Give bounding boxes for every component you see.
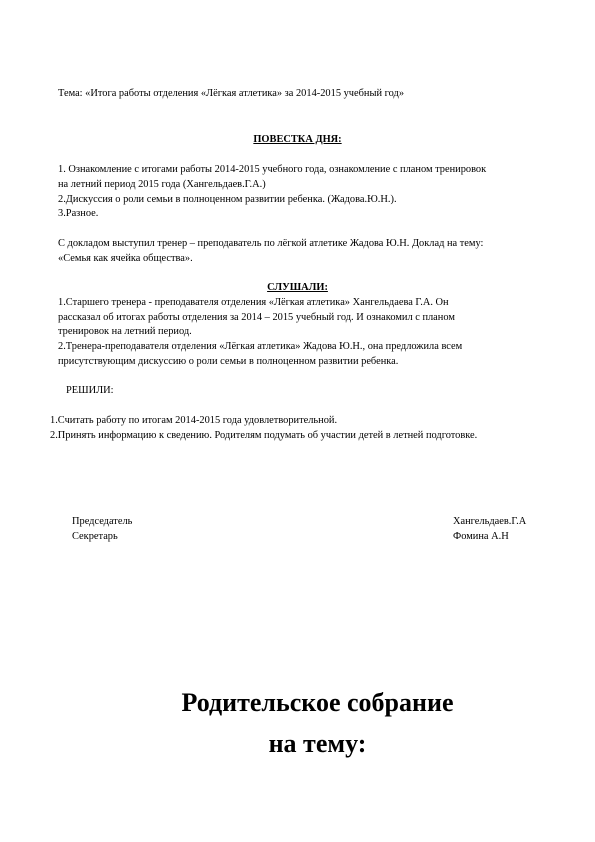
decided-heading: РЕШИЛИ:: [66, 385, 114, 396]
agenda-line: на летний период 2015 года (Хангельдаев.Г.А.): [58, 179, 266, 190]
decided-line: 2.Принять информацию к сведению. Родителям подумать об участии детей в летней подготовке.: [50, 430, 478, 441]
chair-label: Председатель: [72, 516, 133, 527]
secretary-name: Фомина А.Н: [453, 531, 509, 542]
topic-line: Тема: «Итога работы отделения «Лёгкая атлетика» за 2014-2015 учебный год»: [58, 88, 405, 99]
agenda-line: 1. Ознакомление с итогами работы 2014-2015 учебного года, ознакомление с планом тренировок: [58, 164, 487, 175]
report-line: «Семья как ячейка общества».: [58, 253, 193, 264]
decided-line: 1.Считать работу по итогам 2014-2015 года удовлетворительной.: [50, 415, 338, 426]
heard-line: 2.Тренера-преподавателя отделения «Лёгкая атлетика» Жадова Ю.Н., она предложила всем: [58, 341, 463, 352]
heard-line: тренировок на летний период.: [58, 326, 192, 337]
heard-line: рассказал об итогах работы отделения за 2014 – 2015 учебный год. И ознакомил с планом: [58, 312, 455, 323]
secretary-label: Секретарь: [72, 531, 118, 542]
meeting-title-subline: на тему:: [268, 729, 367, 758]
agenda-heading: ПОВЕСТКА ДНЯ:: [253, 134, 342, 145]
agenda-line: 2.Дискуссия о роли семьи в полноценном развитии ребенка. (Жадова.Ю.Н.).: [58, 194, 397, 205]
meeting-title: Родительское собрание: [181, 688, 454, 717]
agenda-line: 3.Разное.: [58, 208, 99, 219]
heard-line: присутствующим дискуссию о роли семьи в полноценном развитии ребенка.: [58, 356, 399, 367]
report-line: С докладом выступил тренер – преподаватель по лёгкой атлетике Жадова Ю.Н. Доклад на тему:: [58, 238, 484, 249]
heard-line: 1.Старшего тренера - преподавателя отделения «Лёгкая атлетика» Хангельдаева Г.А. Он: [58, 297, 449, 308]
chair-name: Хангельдаев.Г.А: [453, 516, 527, 527]
heard-heading: СЛУШАЛИ:: [267, 282, 328, 293]
